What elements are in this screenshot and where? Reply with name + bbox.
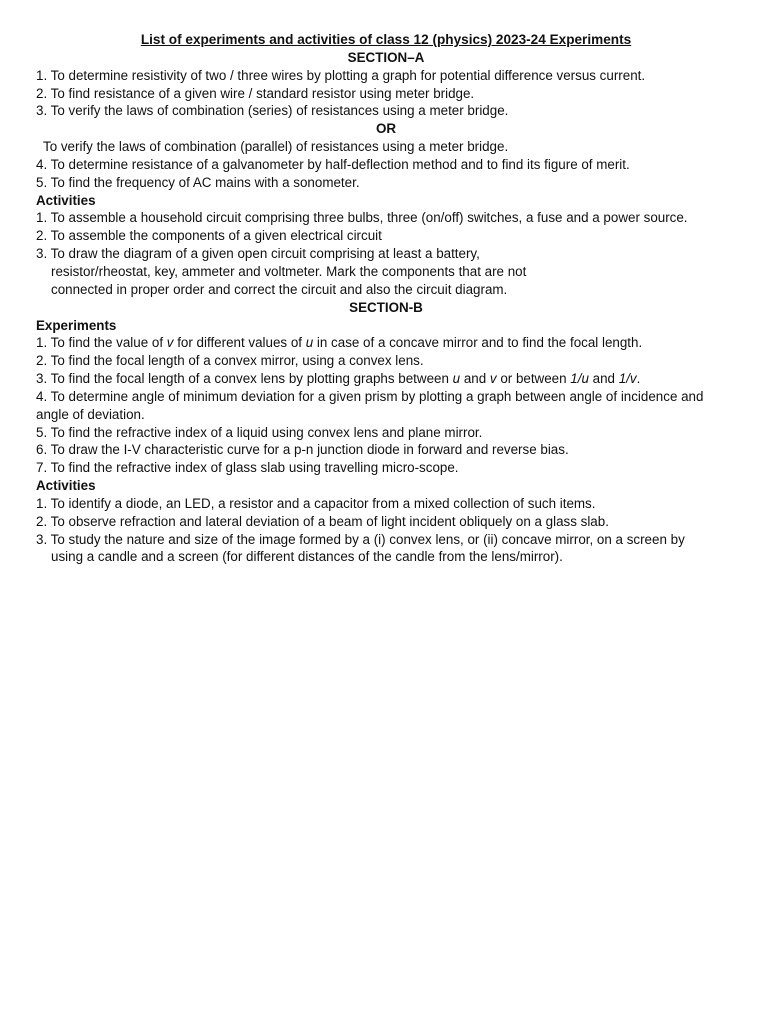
exp1-text-b: for different values of (173, 335, 306, 351)
section-b-experiment-7: 7. To find the refractive index of glass slab using travelling micro-scope. (36, 460, 459, 476)
exp1-text-a: 1. To find the value of (36, 335, 167, 351)
document-page (36, 31, 736, 566)
exp3-text-c: or between (496, 371, 571, 387)
section-a-activity-3-line-1: 3. To draw the diagram of a given open circuit comprising at least a battery, (36, 246, 480, 262)
section-b-heading: SECTION-B (349, 299, 423, 315)
section-b-experiment-3 (36, 370, 736, 388)
section-b-activity-1: 1. To identify a diode, an LED, a resistor and a capacitor from a mixed collection of such items. (36, 495, 596, 511)
section-b-experiments-heading: Experiments (36, 317, 117, 333)
section-a-experiment-4: 4. To determine resistance of a galvanometer by half-deflection method and to find its figure of merit. (36, 156, 630, 172)
exp3-var-v: v (489, 371, 497, 387)
section-b-experiment-4: 4. To determine angle of minimum deviation for a given prism by plotting a graph between angle of incidence and angle of deviation. (36, 388, 704, 422)
section-a-heading: SECTION–A (347, 49, 425, 65)
section-b-activity-3-line-1: 3. To study the nature and size of the image formed by a (i) convex lens, or (ii) concave mirror, on a screen by (36, 531, 685, 547)
section-a-activities-heading: Activities (36, 192, 96, 208)
exp3-var-inv-u: 1/u (570, 371, 589, 387)
exp1-text-c: in case of a concave mirror and to find the focal length. (313, 335, 643, 351)
exp3-text-d: and (588, 371, 619, 387)
exp3-var-u: u (452, 371, 461, 387)
section-a-activity-3-line-3: connected in proper order and correct the circuit and also the circuit diagram. (51, 281, 508, 297)
section-b-experiment-5: 5. To find the refractive index of a liquid using convex lens and plane mirror. (36, 424, 483, 440)
section-b-experiment-2: 2. To find the focal length of a convex mirror, using a convex lens. (36, 353, 424, 369)
section-a-experiment-5: 5. To find the frequency of AC mains with a sonometer. (36, 174, 360, 190)
section-b-activity-3-line-2: using a candle and a screen (for different distances of the candle from the lens/mirror). (51, 549, 563, 565)
section-b-experiment-6: 6. To draw the I-V characteristic curve for a p-n junction diode in forward and reverse bias. (36, 442, 569, 458)
exp1-var-u: u (305, 335, 314, 351)
section-a-experiment-3: 3. To verify the laws of combination (series) of resistances using a meter bridge. (36, 103, 509, 119)
exp3-text-b: and (460, 371, 490, 387)
exp3-text-e: . (636, 371, 641, 387)
exp3-var-inv-v: 1/v (618, 371, 637, 387)
section-b-experiment-1 (36, 334, 736, 352)
section-a-activity-3-line-2: resistor/rheostat, key, ammeter and voltmeter. Mark the components that are not (51, 263, 527, 279)
section-a-experiment-2: 2. To find resistance of a given wire / standard resistor using meter bridge. (36, 85, 475, 101)
exp1-var-v: v (166, 335, 174, 351)
or-label: OR (375, 121, 397, 137)
exp3-text-a: 3. To find the focal length of a convex lens by plotting graphs between (36, 371, 453, 387)
section-a-activity-1: 1. To assemble a household circuit comprising three bulbs, three (on/off) switches, a fuse and a power source. (36, 210, 688, 226)
document-title: List of experiments and activities of class 12 (physics) 2023-24 Experiments (140, 32, 632, 47)
section-b-activities-heading: Activities (36, 478, 96, 494)
section-a-activity-2: 2. To assemble the components of a given electrical circuit (36, 228, 382, 244)
section-a-experiment-3-alternative: To verify the laws of combination (parallel) of resistances using a meter bridge. (43, 139, 509, 155)
section-b-activity-2: 2. To observe refraction and lateral deviation of a beam of light incident obliquely on a glass slab. (36, 513, 609, 529)
section-a-experiment-1: 1. To determine resistivity of two / three wires by plotting a graph for potential difference versus current. (36, 67, 646, 83)
